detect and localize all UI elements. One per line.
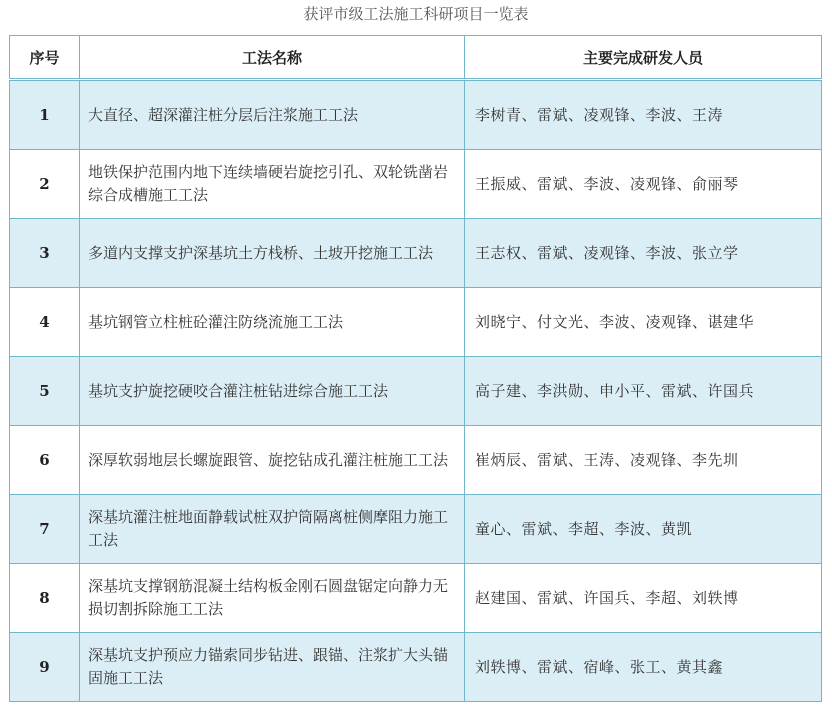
table-row	[10, 150, 822, 219]
method-name: 基坑支护旋挖硬咬合灌注桩钻进综合施工工法	[80, 357, 465, 426]
researchers: 赵建国、雷斌、许国兵、李超、刘轶博	[465, 564, 822, 633]
row-number: 6	[10, 426, 80, 495]
method-name: 基坑钢管立柱桩砼灌注防绕流施工工法	[80, 288, 465, 357]
table-row	[10, 219, 822, 288]
row-number: 1	[10, 80, 80, 150]
row-number: 2	[10, 150, 80, 219]
table-row	[10, 357, 822, 426]
method-name: 深基坑支护预应力锚索同步钻进、跟锚、注浆扩大头锚固施工工法	[80, 633, 465, 702]
researchers: 王振威、雷斌、李波、凌观锋、俞丽琴	[465, 150, 822, 219]
method-name: 大直径、超深灌注桩分层后注浆施工工法	[80, 80, 465, 150]
method-name: 深厚软弱地层长螺旋跟管、旋挖钻成孔灌注桩施工工法	[80, 426, 465, 495]
table-row	[10, 288, 822, 357]
row-number: 8	[10, 564, 80, 633]
header-row	[10, 36, 822, 80]
row-number: 9	[10, 633, 80, 702]
row-number: 4	[10, 288, 80, 357]
header-people: 主要完成研发人员	[465, 36, 822, 80]
row-number: 5	[10, 357, 80, 426]
header-name: 工法名称	[80, 36, 465, 80]
researchers: 高子建、李洪勋、申小平、雷斌、许国兵	[465, 357, 822, 426]
researchers: 李树青、雷斌、凌观锋、李波、王涛	[465, 80, 822, 150]
researchers: 崔炳辰、雷斌、王涛、凌观锋、李先圳	[465, 426, 822, 495]
method-name: 深基坑灌注桩地面静载试桩双护筒隔离桩侧摩阻力施工工法	[80, 495, 465, 564]
researchers: 王志权、雷斌、凌观锋、李波、张立学	[465, 219, 822, 288]
table-caption: 获评市级工法施工科研项目一览表	[303, 5, 529, 23]
table-row	[10, 495, 822, 564]
header-no: 序号	[10, 36, 80, 80]
row-number: 3	[10, 219, 80, 288]
row-number: 7	[10, 495, 80, 564]
table-row	[10, 80, 822, 150]
project-table	[9, 35, 822, 702]
table-row	[10, 564, 822, 633]
method-name: 地铁保护范围内地下连续墙硬岩旋挖引孔、双轮铣凿岩综合成槽施工工法	[80, 150, 465, 219]
researchers: 刘晓宁、付文光、李波、凌观锋、谌建华	[465, 288, 822, 357]
method-name: 深基坑支撑钢筋混凝土结构板金刚石圆盘锯定向静力无损切割拆除施工工法	[80, 564, 465, 633]
researchers: 童心、雷斌、李超、李波、黄凯	[465, 495, 822, 564]
researchers: 刘轶博、雷斌、宿峰、张工、黄其鑫	[465, 633, 822, 702]
table-row	[10, 426, 822, 495]
table-row	[10, 633, 822, 702]
method-name: 多道内支撑支护深基坑土方栈桥、土坡开挖施工工法	[80, 219, 465, 288]
